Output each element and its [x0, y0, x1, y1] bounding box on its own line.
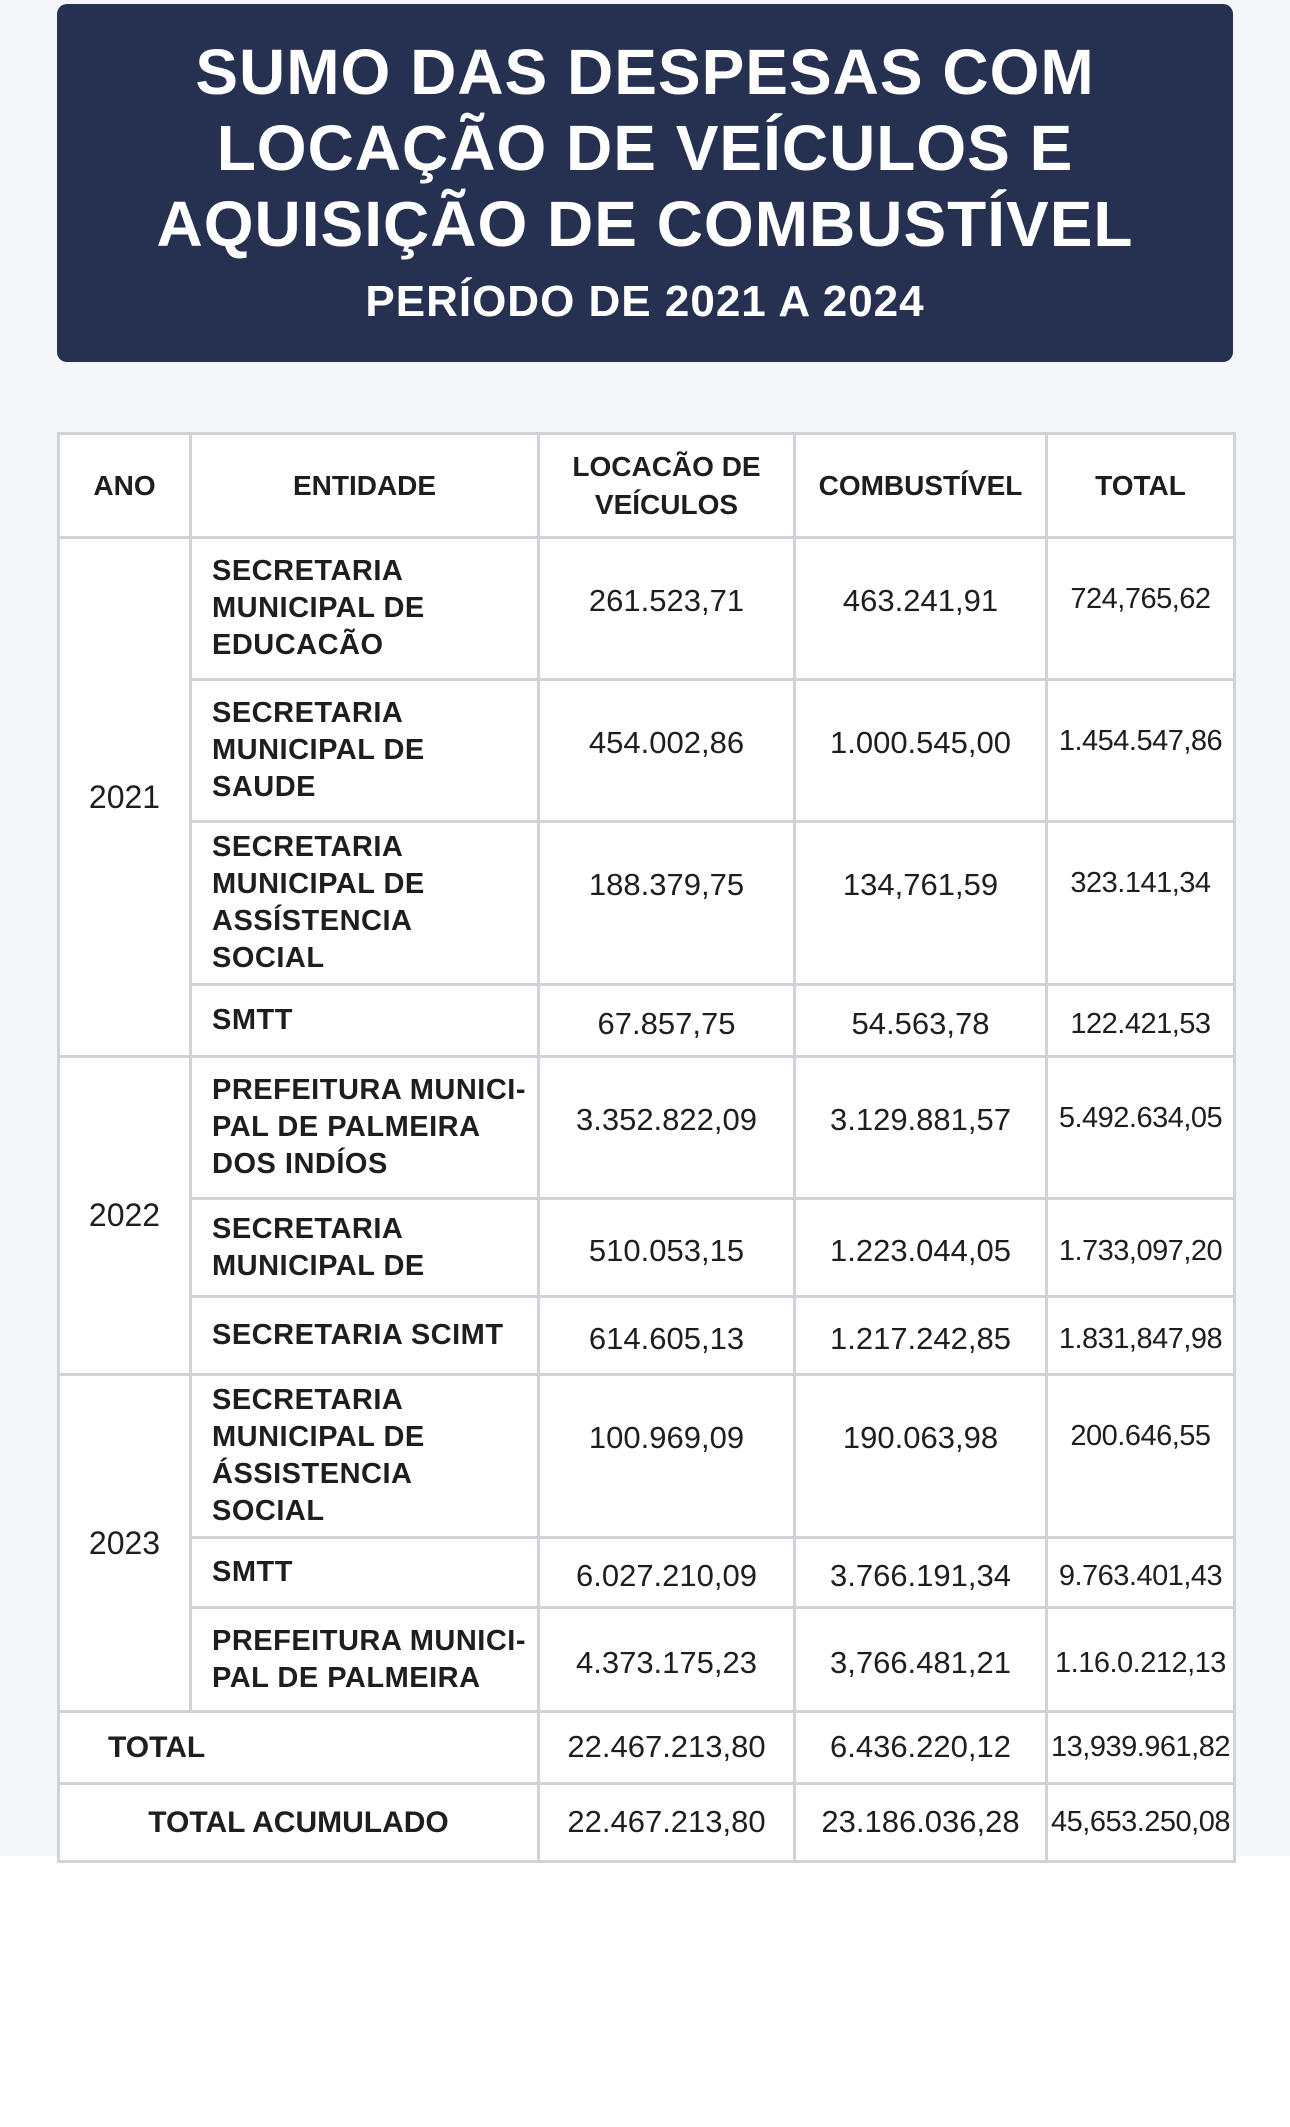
- fuel-cell: 1.217.242,85: [795, 1297, 1047, 1375]
- year-cell-2021: 2021: [59, 538, 191, 1057]
- total-cell: 5.492.634,05: [1047, 1057, 1235, 1199]
- header-entity: ENTIDADE: [191, 434, 539, 538]
- rental-cell: 3.352.822,09: [539, 1057, 795, 1199]
- header-year: ANO: [59, 434, 191, 538]
- table-row: [59, 822, 1235, 985]
- table-row: [59, 1297, 1235, 1375]
- table-row: [59, 680, 1235, 822]
- expenses-table: [57, 432, 1236, 1863]
- fuel-cell: 463.241,91: [795, 538, 1047, 680]
- total-label: TOTAL: [59, 1712, 539, 1784]
- header-rental: LOCACÃO DE VEÍCULOS: [539, 434, 795, 538]
- total-cell: 200.646,55: [1047, 1375, 1235, 1538]
- title-line-2: LOCAÇÃO DE VEÍCULOS E: [216, 112, 1074, 184]
- total-rental-cell: 22.467.213,80: [539, 1712, 795, 1784]
- total-row: [59, 1712, 1235, 1784]
- page-title: [57, 34, 1233, 262]
- total-cell: 1.16.0.212,13: [1047, 1608, 1235, 1712]
- table-row: [59, 1375, 1235, 1538]
- entity-cell: SECRETARIA MUNICIPAL DE: [191, 1199, 539, 1297]
- entity-cell: PREFEITURA MUNICI-PAL DE PALMEIRA DOS INDÍOS: [191, 1057, 539, 1199]
- fuel-cell: 1.223.044,05: [795, 1199, 1047, 1297]
- total-cell: 724,765,62: [1047, 538, 1235, 680]
- rental-cell: 261.523,71: [539, 538, 795, 680]
- fuel-cell: 3.129.881,57: [795, 1057, 1047, 1199]
- total-cell: 323.141,34: [1047, 822, 1235, 985]
- accumulated-row: [59, 1784, 1235, 1862]
- fuel-cell: 134,761,59: [795, 822, 1047, 985]
- accumulated-rental-cell: 22.467.213,80: [539, 1784, 795, 1862]
- accumulated-fuel-cell: 23.186.036,28: [795, 1784, 1047, 1862]
- year-cell-2023: 2023: [59, 1375, 191, 1712]
- table-row: [59, 538, 1235, 680]
- rental-cell: 6.027.210,09: [539, 1538, 795, 1608]
- fuel-cell: 1.000.545,00: [795, 680, 1047, 822]
- header-row: [59, 434, 1235, 538]
- year-cell-2022: 2022: [59, 1057, 191, 1375]
- table-row: [59, 1199, 1235, 1297]
- accumulated-label: TOTAL ACUMULADO: [59, 1784, 539, 1862]
- entity-cell: SECRETARIA MUNICIPAL DE ÁSSISTENCIA SOCIAL: [191, 1375, 539, 1538]
- rental-cell: 4.373.175,23: [539, 1608, 795, 1712]
- rental-cell: 454.002,86: [539, 680, 795, 822]
- rental-cell: 67.857,75: [539, 985, 795, 1057]
- accumulated-total-cell: 45,653.250,08: [1047, 1784, 1235, 1862]
- entity-cell: SECRETARIA SCIMT: [191, 1297, 539, 1375]
- entity-cell: SMTT: [191, 1538, 539, 1608]
- total-fuel-cell: 6.436.220,12: [795, 1712, 1047, 1784]
- period-subtitle: PERÍODO DE 2021 A 2024: [365, 277, 925, 326]
- entity-cell: PREFEITURA MUNICI-PAL DE PALMEIRA: [191, 1608, 539, 1712]
- total-cell: 1.454.547,86: [1047, 680, 1235, 822]
- total-cell: 9.763.401,43: [1047, 1538, 1235, 1608]
- rental-cell: 188.379,75: [539, 822, 795, 985]
- fuel-cell: 3,766.481,21: [795, 1608, 1047, 1712]
- header-fuel: COMBUSTÍVEL: [795, 434, 1047, 538]
- fuel-cell: 3.766.191,34: [795, 1538, 1047, 1608]
- entity-cell: SECRETARIA MUNICIPAL DE ASSÍSTENCIA SOCIAL: [191, 822, 539, 985]
- entity-cell: SECRETARIA MUNICIPAL DE SAUDE: [191, 680, 539, 822]
- total-cell: 122.421,53: [1047, 985, 1235, 1057]
- entity-cell: SECRETARIA MUNICIPAL DE EDUCACÃO: [191, 538, 539, 680]
- header-total: TOTAL: [1047, 434, 1235, 538]
- rental-cell: 614.605,13: [539, 1297, 795, 1375]
- table-row: [59, 1608, 1235, 1712]
- fuel-cell: 54.563,78: [795, 985, 1047, 1057]
- title-line-3: AQUISIÇÃO DE COMBUSTÍVEL: [156, 188, 1134, 260]
- table-row: [59, 1057, 1235, 1199]
- total-cell: 1.733,097,20: [1047, 1199, 1235, 1297]
- table-row: [59, 1538, 1235, 1608]
- entity-cell: SMTT: [191, 985, 539, 1057]
- total-total-cell: 13,939.961,82: [1047, 1712, 1235, 1784]
- rental-cell: 510.053,15: [539, 1199, 795, 1297]
- title-banner: [57, 4, 1233, 362]
- table-border-remnant: [57, 1816, 60, 1856]
- fuel-cell: 190.063,98: [795, 1375, 1047, 1538]
- table-row: [59, 985, 1235, 1057]
- title-line-1: SUMO DAS DESPESAS COM: [195, 36, 1095, 108]
- rental-cell: 100.969,09: [539, 1375, 795, 1538]
- total-cell: 1.831,847,98: [1047, 1297, 1235, 1375]
